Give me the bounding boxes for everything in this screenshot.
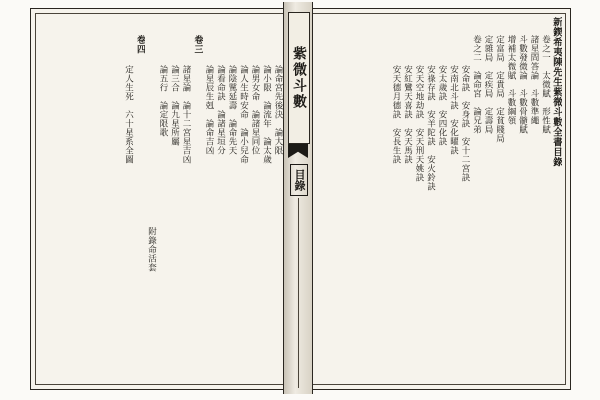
text-column: 卷之二 論命宮 論兄弟 — [471, 35, 482, 134]
text-column: 安天空地劫訣 安天刑天姚訣 — [414, 65, 424, 182]
text-column: 附錄命活套 — [146, 227, 157, 272]
text-column: 論三合 論九星所屬 — [169, 65, 180, 146]
text-column: 定人生死 六十星系全圖 — [123, 65, 134, 164]
spine-divider — [298, 198, 299, 388]
text-column: 安天德月德訣 安長生訣 — [391, 65, 401, 164]
text-column: 論命宮先後決 論大限 — [273, 65, 283, 155]
text-column: 卷之一 太微賦 形性賦 — [540, 35, 551, 134]
right-page — [303, 8, 571, 390]
text-column: 論小限 論流年 論太歲 — [261, 65, 272, 164]
text-column: 諸星問答論 斗數準繩 — [529, 35, 539, 125]
text-column: 論陰騭延壽 論命先天 — [227, 65, 237, 155]
text-column: 諸星論 論十二宮星吉凶 — [181, 65, 191, 164]
right-page-columns — [312, 17, 562, 381]
text-column: 安命訣 安身訣 安十二宮訣 — [460, 65, 470, 182]
text-column: 論看命訣 論諸星垣分 — [215, 65, 226, 155]
left-page-columns — [39, 17, 283, 381]
text-column: 卷三 — [192, 35, 203, 54]
text-column: 安紅鸞天喜訣 安天馬訣 — [402, 65, 413, 164]
text-column: 定雜局 定疾局 定壽局 — [483, 35, 493, 134]
text-column: 定富局 定貴局 定貧賤局 — [494, 35, 505, 143]
text-column: 斗數發微論 斗數骨髓賦 — [517, 35, 528, 134]
text-column: 卷四 — [135, 35, 145, 54]
text-column: 新鍥希夷陳先生紫微斗數全書目錄 — [551, 17, 562, 167]
fish-tail-mark-icon — [288, 144, 308, 158]
left-page — [30, 8, 292, 390]
text-column: 論男女命 論諸星同位 — [250, 65, 260, 155]
text-column: 論人生時安命 論小兒命 — [238, 65, 249, 164]
text-column: 安太歲訣 安四化訣 — [437, 65, 447, 146]
text-column: 論五行 論定限歌 — [158, 65, 168, 137]
section-label: 目錄 — [290, 164, 308, 196]
text-column: 論星辰生剋 論命吉凶 — [204, 65, 214, 155]
text-column: 增補太微賦 斗數綱領 — [506, 35, 516, 125]
text-column: 安祿存訣 安羊陀訣 安火鈴訣 — [425, 65, 436, 191]
book-spine — [283, 2, 313, 394]
spine-title: 紫微斗數 — [288, 12, 310, 144]
text-column: 安南北斗訣 安化曜訣 — [448, 65, 459, 155]
